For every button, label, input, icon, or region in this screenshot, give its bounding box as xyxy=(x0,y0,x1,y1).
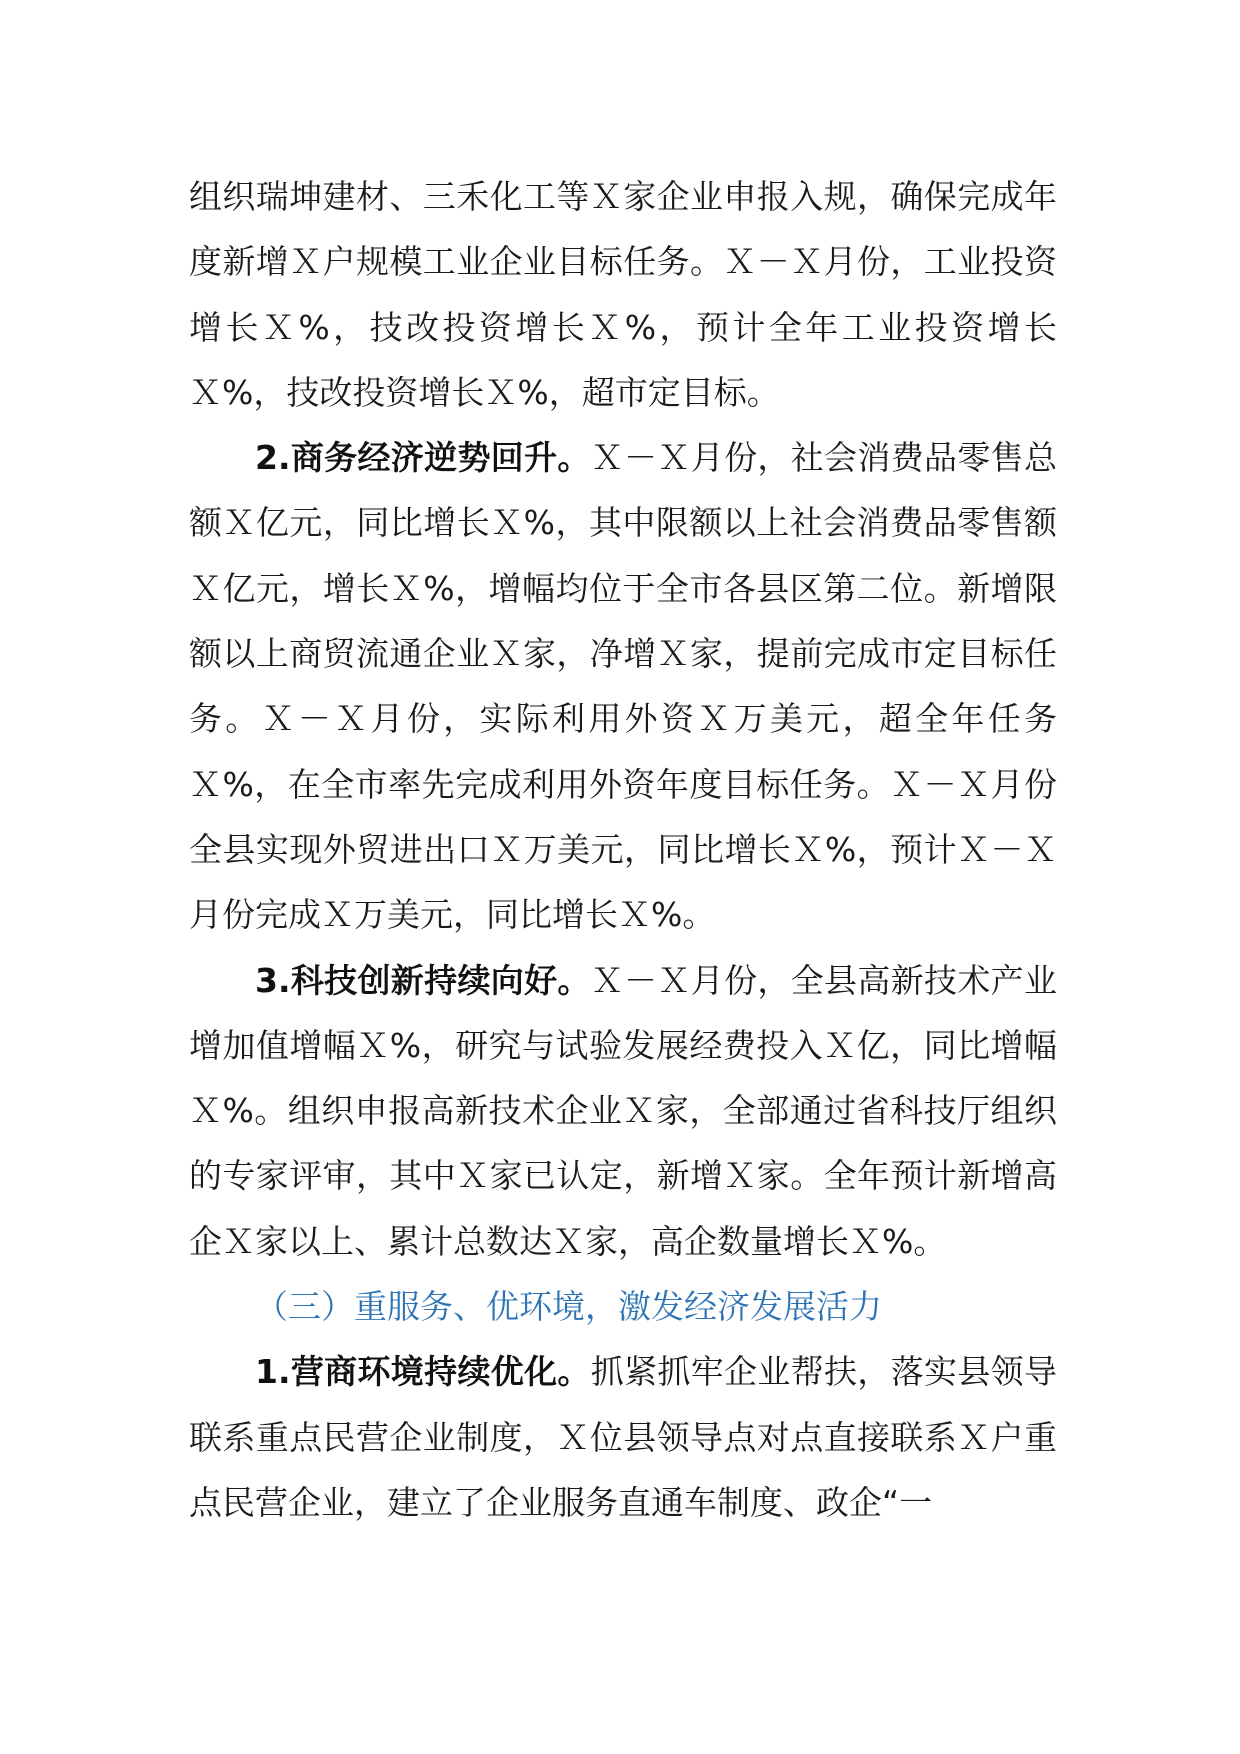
document-body xyxy=(189,164,1057,1535)
paragraph-lead-commerce: 2.商务经济逆势回升。 xyxy=(255,438,591,478)
paragraph-body-commerce: Ｘ－Ｘ月份，社会消费品零售总额Ｘ亿元，同比增长Ｘ%，其中限额以上社会消费品零售额Ｘ亿元，增长Ｘ%，增幅均位于全市各县区第二位。新增限额以上商贸流通企业Ｘ家，净增Ｘ家，提前完成市定目标任务。Ｘ－Ｘ月份，实际利用外资Ｘ万美元，超全年任务Ｘ%，在全市率先完成利用外资年度目标任务。Ｘ－Ｘ月份全县实现外贸进出口Ｘ万美元，同比增长Ｘ%，预计Ｘ－Ｘ月份完成Ｘ万美元，同比增长Ｘ%。 xyxy=(189,438,1058,935)
paragraph-business-environment xyxy=(189,1339,1057,1535)
paragraph-lead-technology: 3.科技创新持续向好。 xyxy=(255,960,591,1000)
section-heading: （三）重服务、优环境，激发经济发展活力 xyxy=(255,1287,882,1327)
paragraph-body-business-environment: 抓紧抓牢企业帮扶，落实县领导联系重点民营企业制度，Ｘ位县领导点对点直接联系Ｘ户重点民营企业，建立了企业服务直通车制度、政企“一 xyxy=(189,1352,1058,1522)
paragraph-industry-continued: 组织瑞坤建材、三禾化工等Ｘ家企业申报入规，确保完成年度新增Ｘ户规模工业企业目标任务。Ｘ－Ｘ月份，工业投资增长Ｘ%，技改投资增长Ｘ%，预计全年工业投资增长Ｘ%，技改投资增长Ｘ%，超市定目标。 xyxy=(189,177,1057,412)
paragraph-body-technology: Ｘ－Ｘ月份，全县高新技术产业增加值增幅Ｘ%，研究与试验发展经费投入Ｘ亿，同比增幅Ｘ%。组织申报高新技术企业Ｘ家，全部通过省科技厅组织的专家评审，其中Ｘ家已认定，新增Ｘ家。全年预计新增高企Ｘ家以上、累计总数达Ｘ家，高企数量增长Ｘ%。 xyxy=(189,960,1058,1261)
paragraph-technology xyxy=(189,948,1057,1274)
paragraph-lead-business-environment: 1.营商环境持续优化。 xyxy=(255,1352,591,1392)
paragraph-commerce xyxy=(189,425,1057,947)
